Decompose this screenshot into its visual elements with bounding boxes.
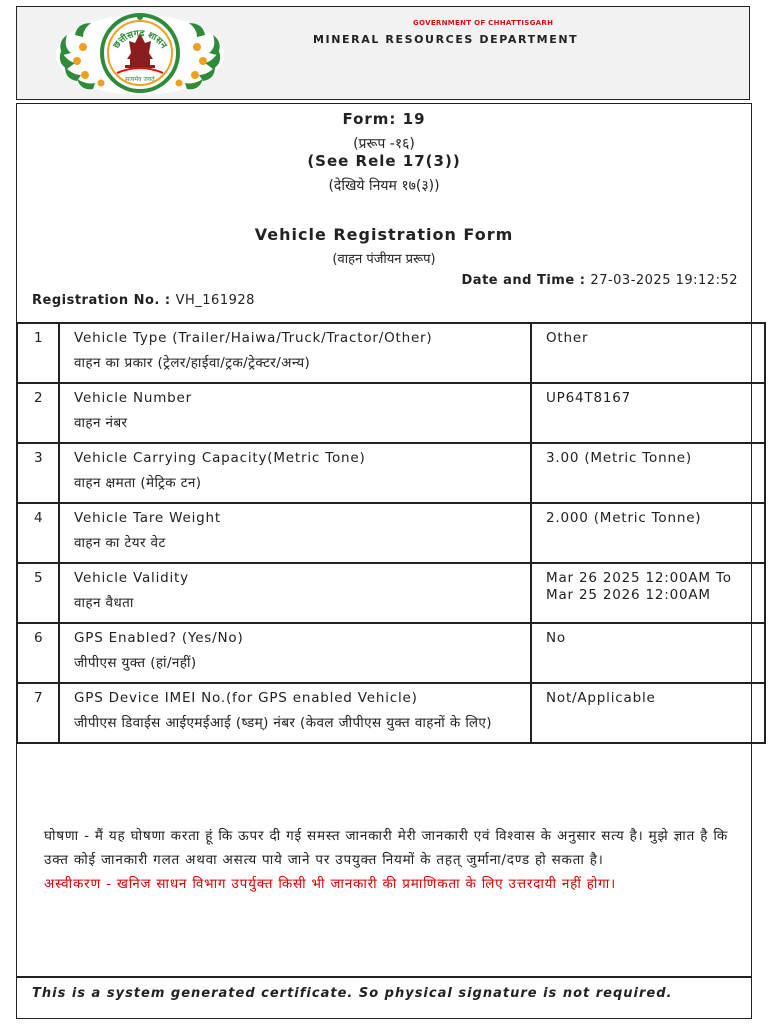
declaration [16, 814, 752, 976]
page-header [16, 6, 750, 100]
form-number: Form: 19 [342, 110, 426, 128]
row-label [59, 503, 531, 563]
row-value: Mar 26 2025 12:00AM To Mar 25 2026 12:00AM [531, 563, 765, 623]
row-label-en: Vehicle Number [74, 390, 193, 406]
row-label [59, 443, 531, 503]
department-name: MINERAL RESOURCES DEPARTMENT [313, 33, 579, 46]
form-title-hindi: (वाहन पंजीयन प्ररूप) [332, 252, 436, 267]
table-row [17, 683, 765, 743]
vehicle-details-table [16, 322, 766, 744]
row-label [59, 323, 531, 383]
table-row [17, 383, 765, 443]
row-label-hi: जीपीएस डिवाईस आईएमईआई (ष्डम्) नंबर (केवल जीपीएस युक्त वाहनों के लिए) [74, 715, 492, 731]
row-value: 3.00 (Metric Tonne) [531, 443, 765, 503]
row-number: 6 [17, 623, 59, 683]
row-value: 2.000 (Metric Tonne) [531, 503, 765, 563]
row-value: No [531, 623, 765, 683]
rule-reference-hindi: (देखिये नियम १७(३)) [328, 178, 440, 194]
row-label [59, 563, 531, 623]
date-time-label: Date and Time : [461, 273, 591, 288]
row-label-hi: जीपीएस युक्त (हां/नहीं) [74, 655, 197, 671]
row-label-en: GPS Enabled? (Yes/No) [74, 630, 244, 646]
declaration-text: घोषणा - मैं यह घोषणा करता हूं कि ऊपर दी गई समस्त जानकारी मेरी जानकारी एवं विश्वास के अनुसार सत्य है। मुझे ज्ञात है कि उक्त कोई जानकारी गलत अथवा असत्य पाये जाने पर उपयुक्त नियमों के तहत् जुर्माना/दण्ड हो सकता है। [44, 828, 728, 868]
table-row [17, 443, 765, 503]
row-label-en: Vehicle Tare Weight [74, 510, 221, 526]
date-time-value: 27-03-2025 19:12:52 [590, 273, 738, 288]
row-value: Other [531, 323, 765, 383]
row-label-hi: वाहन नंबर [74, 415, 128, 431]
row-number: 4 [17, 503, 59, 563]
chhattisgarh-seal-logo [53, 13, 227, 97]
form-title: Vehicle Registration Form [254, 225, 514, 244]
row-number: 3 [17, 443, 59, 503]
row-label [59, 383, 531, 443]
seal-text-top-path: छत्तीसगढ़ शासन [111, 29, 169, 51]
row-number: 1 [17, 323, 59, 383]
row-number: 5 [17, 563, 59, 623]
seal-text-bottom: सत्यमेव जयते [125, 76, 155, 83]
table-row [17, 323, 765, 383]
table-row [17, 503, 765, 563]
date-time [462, 273, 739, 288]
row-value: UP64T8167 [531, 383, 765, 443]
row-label [59, 683, 531, 743]
row-label-hi: वाहन का प्रकार (ट्रेलर/हाईवा/ट्रक/ट्रेक्टर/अन्य) [74, 355, 311, 371]
system-generated-note: This is a system generated certificate. So physical signature is not required. [16, 976, 752, 1019]
table-row [17, 563, 765, 623]
row-value: Not/Applicable [531, 683, 765, 743]
row-number: 2 [17, 383, 59, 443]
form-number-hindi: (प्ररूप -१६) [353, 136, 415, 152]
row-number: 7 [17, 683, 59, 743]
registration-number [32, 293, 255, 308]
row-label [59, 623, 531, 683]
registration-number-label: Registration No. : [32, 293, 176, 308]
row-label-en: Vehicle Carrying Capacity(Metric Tone) [74, 450, 366, 466]
table-row [17, 623, 765, 683]
government-name: GOVERNMENT OF CHHATTISGARH [413, 19, 554, 27]
row-label-hi: वाहन क्षमता (मेट्रिक टन) [74, 475, 202, 491]
row-label-en: GPS Device IMEI No.(for GPS enabled Vehicle) [74, 690, 418, 706]
row-label-hi: वाहन का टेयर वेट [74, 535, 166, 551]
rule-reference: (See Rele 17(3)) [307, 152, 461, 170]
registration-number-value: VH_161928 [175, 293, 255, 308]
row-label-hi: वाहन वैधता [74, 595, 134, 611]
disclaimer-text: अस्वीकरण - खनिज साधन विभाग उपर्युक्त किसी भी जानकारी की प्रमाणिकता के लिए उत्तरदायी नहीं होगा। [44, 876, 616, 892]
row-label-en: Vehicle Validity [74, 570, 189, 586]
row-label-en: Vehicle Type (Trailer/Haiwa/Truck/Tractor/Other) [74, 330, 433, 346]
